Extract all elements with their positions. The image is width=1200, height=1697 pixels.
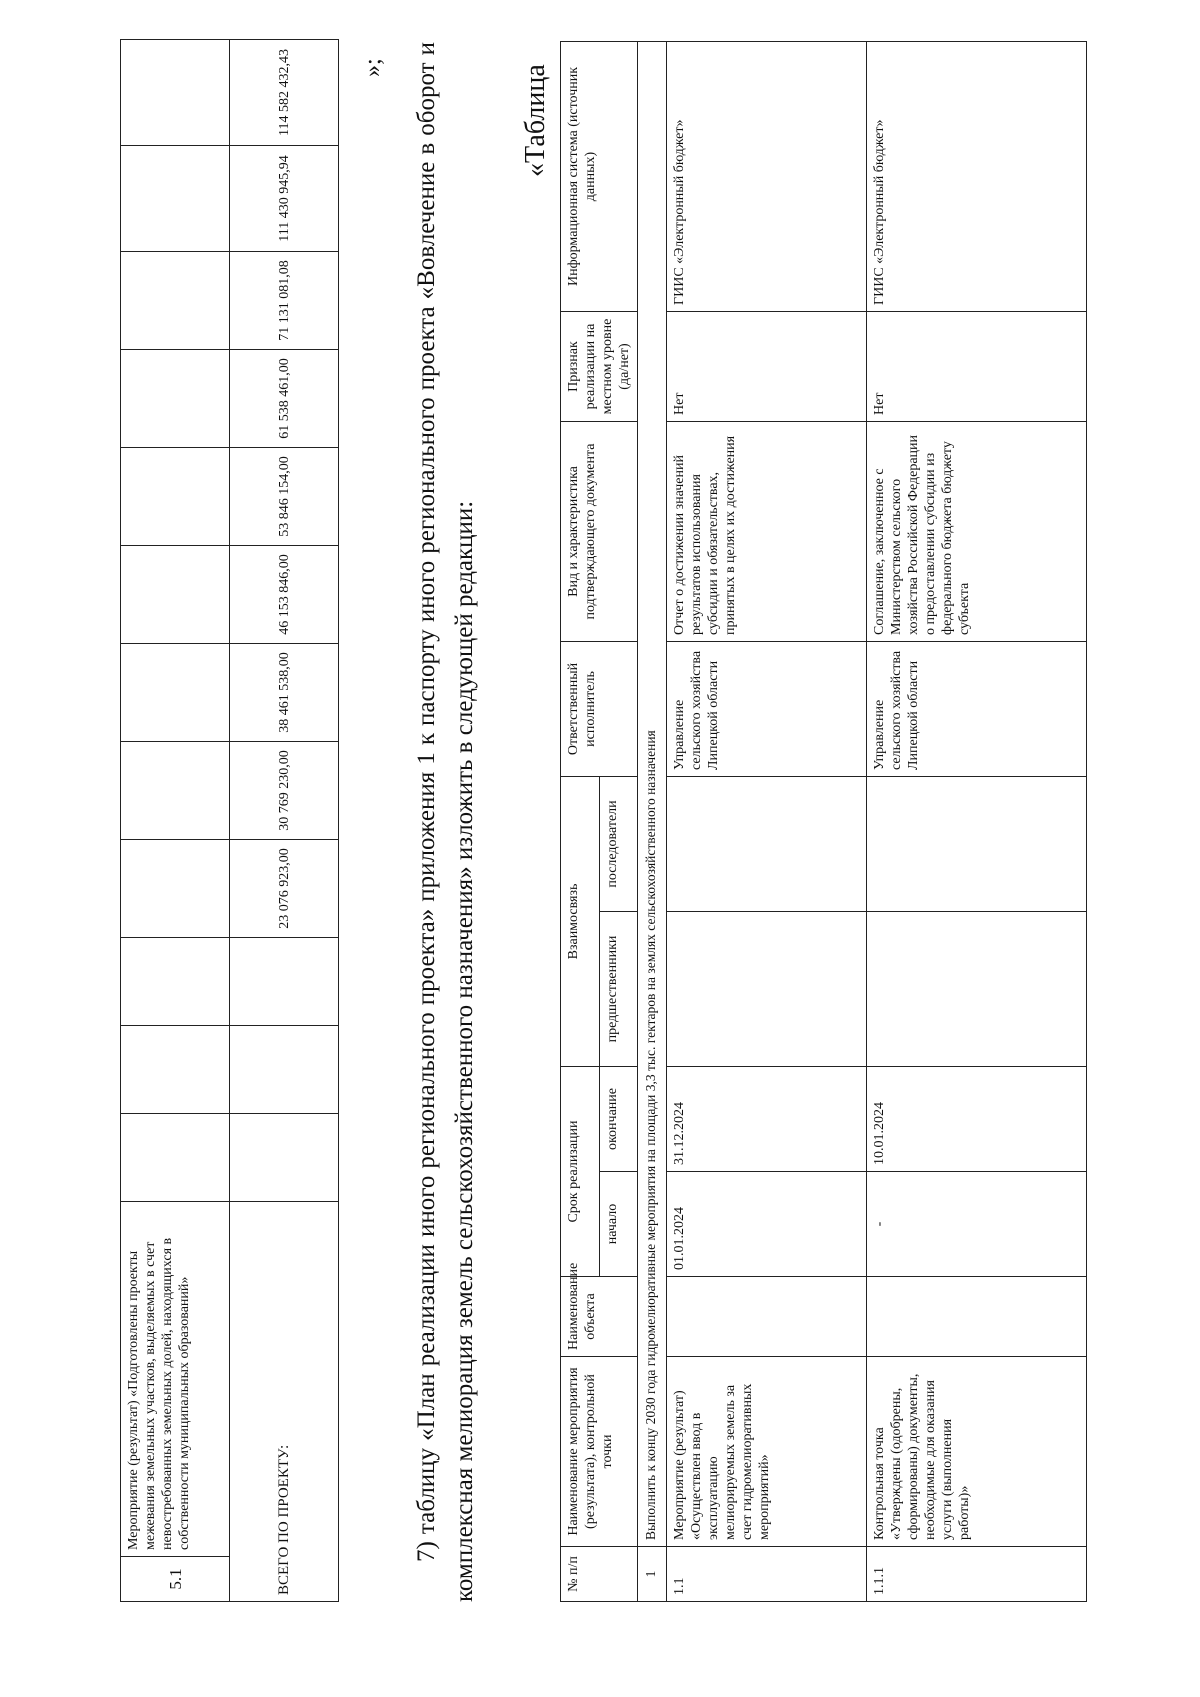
measure-title: Мероприятие (результат) «Подготовлены проекты межевания земельных участков, выделяемых в счет невостребованных земельных долей, находящихся в собственности муниципальных образований»: [121, 1202, 230, 1557]
budget-cell: [121, 546, 230, 644]
budget-cell: [121, 252, 230, 350]
budget-cell: [121, 1114, 230, 1202]
goal-number: 1: [638, 1547, 667, 1602]
budget-table: [120, 39, 339, 1602]
col-object: Наименование объекта: [561, 1277, 638, 1357]
col-predecessors: предшественники: [599, 912, 638, 1067]
col-period: Срок реализации: [561, 1067, 600, 1277]
budget-cell: [121, 644, 230, 742]
row-responsible: Управление сельского хозяйства Липецкой области: [867, 642, 1087, 777]
total-cell: 46 153 846,00: [230, 546, 339, 644]
total-label: ВСЕГО ПО ПРОЕКТУ:: [230, 1202, 339, 1602]
row-document: Соглашение, заключенное с Министерством сельского хозяйства Российской Федерации о предоставлении субсидии из федерального бюджета бюджету субъекта: [867, 422, 1087, 642]
col-end: окончание: [599, 1067, 638, 1172]
row-name: Контрольная точка «Утверждены (одобрены, сформированы) документы, необходимые для оказания услуги (выполнения работы)»: [867, 1357, 1087, 1547]
total-cell: [230, 1114, 339, 1202]
row-successors: [667, 777, 867, 912]
implementation-plan-table: [560, 41, 1087, 1602]
row-end: 31.12.2024: [667, 1067, 867, 1172]
budget-cell: [121, 1026, 230, 1114]
budget-cell: [121, 840, 230, 938]
budget-total-row: [230, 40, 339, 1602]
total-cell: 71 131 081,08: [230, 252, 339, 350]
row-successors: [867, 777, 1087, 912]
col-infosys: Информационная система (источник данных): [561, 42, 638, 312]
budget-cell: [121, 938, 230, 1026]
row-responsible: Управление сельского хозяйства Липецкой области: [667, 642, 867, 777]
goal-text: Выполнить к концу 2030 года гидромелиоративные мероприятия на площади 3,3 тыс. гектаров на землях сельскохозяйственного назначения: [638, 42, 667, 1547]
row-start: -: [867, 1172, 1087, 1277]
total-cell: 23 076 923,00: [230, 840, 339, 938]
row-end: 10.01.2024: [867, 1067, 1087, 1172]
table-row: [667, 42, 867, 1602]
total-cell: 38 461 538,00: [230, 644, 339, 742]
row-number: 1.1.1: [867, 1547, 1087, 1602]
row-document: Отчет о достижении значений результатов использования субсидии и обязательствах, принятых в целях их достижения: [667, 422, 867, 642]
budget-cell: [121, 448, 230, 546]
budget-row-5-1: [121, 40, 230, 1602]
table-row: [867, 42, 1087, 1602]
budget-cell: [121, 350, 230, 448]
row-local: Нет: [867, 312, 1087, 422]
header-row: [561, 42, 600, 1602]
row-infosys: ГИИС «Электронный бюджет»: [867, 42, 1087, 312]
total-cell: 61 538 461,00: [230, 350, 339, 448]
row-object: [867, 1277, 1087, 1357]
row-object: [667, 1277, 867, 1357]
col-name: Наименование мероприятия (результата), контрольной точки: [561, 1357, 638, 1547]
row-local: Нет: [667, 312, 867, 422]
col-document: Вид и характеристика подтверждающего документа: [561, 422, 638, 642]
col-link: Взаимосвязь: [561, 777, 600, 1067]
item-number: 7): [413, 1541, 440, 1562]
total-cell: 30 769 230,00: [230, 742, 339, 840]
budget-cell: [121, 742, 230, 840]
row-number: 5.1: [121, 1557, 230, 1602]
row-number: 1.1: [667, 1547, 867, 1602]
row-name: Мероприятие (результат) «Осуществлен ввод в эксплуатацию мелиорируемых земель за счет гидромелиоративных мероприятий»: [667, 1357, 867, 1547]
col-local: Признак реализации на местном уровне (да/нет): [561, 312, 638, 422]
paragraph-text: таблицу «План реализации иного регионального проекта» приложения 1 к паспорту иного регионального проекта «Вовлечение в оборот и комплексная мелиорация земель сельскохозяйственного назначения» изложить в следующей редакции:: [413, 41, 478, 1602]
row-predecessors: [867, 912, 1087, 1067]
budget-cell: [121, 40, 230, 146]
amendment-paragraph: [408, 42, 484, 1602]
goal-row: [638, 42, 667, 1602]
row-start: 01.01.2024: [667, 1172, 867, 1277]
closing-quote: »;: [360, 58, 386, 77]
total-cell: 53 846 154,00: [230, 448, 339, 546]
row-infosys: ГИИС «Электронный бюджет»: [667, 42, 867, 312]
total-cell: 114 582 432,43: [230, 40, 339, 146]
col-start: начало: [599, 1172, 638, 1277]
budget-cell: [121, 146, 230, 252]
total-cell: [230, 938, 339, 1026]
col-number: № п/п: [561, 1547, 638, 1602]
table-caption: «Таблица: [520, 64, 551, 177]
row-predecessors: [667, 912, 867, 1067]
col-successors: последователи: [599, 777, 638, 912]
total-cell: [230, 1026, 339, 1114]
col-responsible: Ответственный исполнитель: [561, 642, 638, 777]
total-cell: 111 430 945,94: [230, 146, 339, 252]
